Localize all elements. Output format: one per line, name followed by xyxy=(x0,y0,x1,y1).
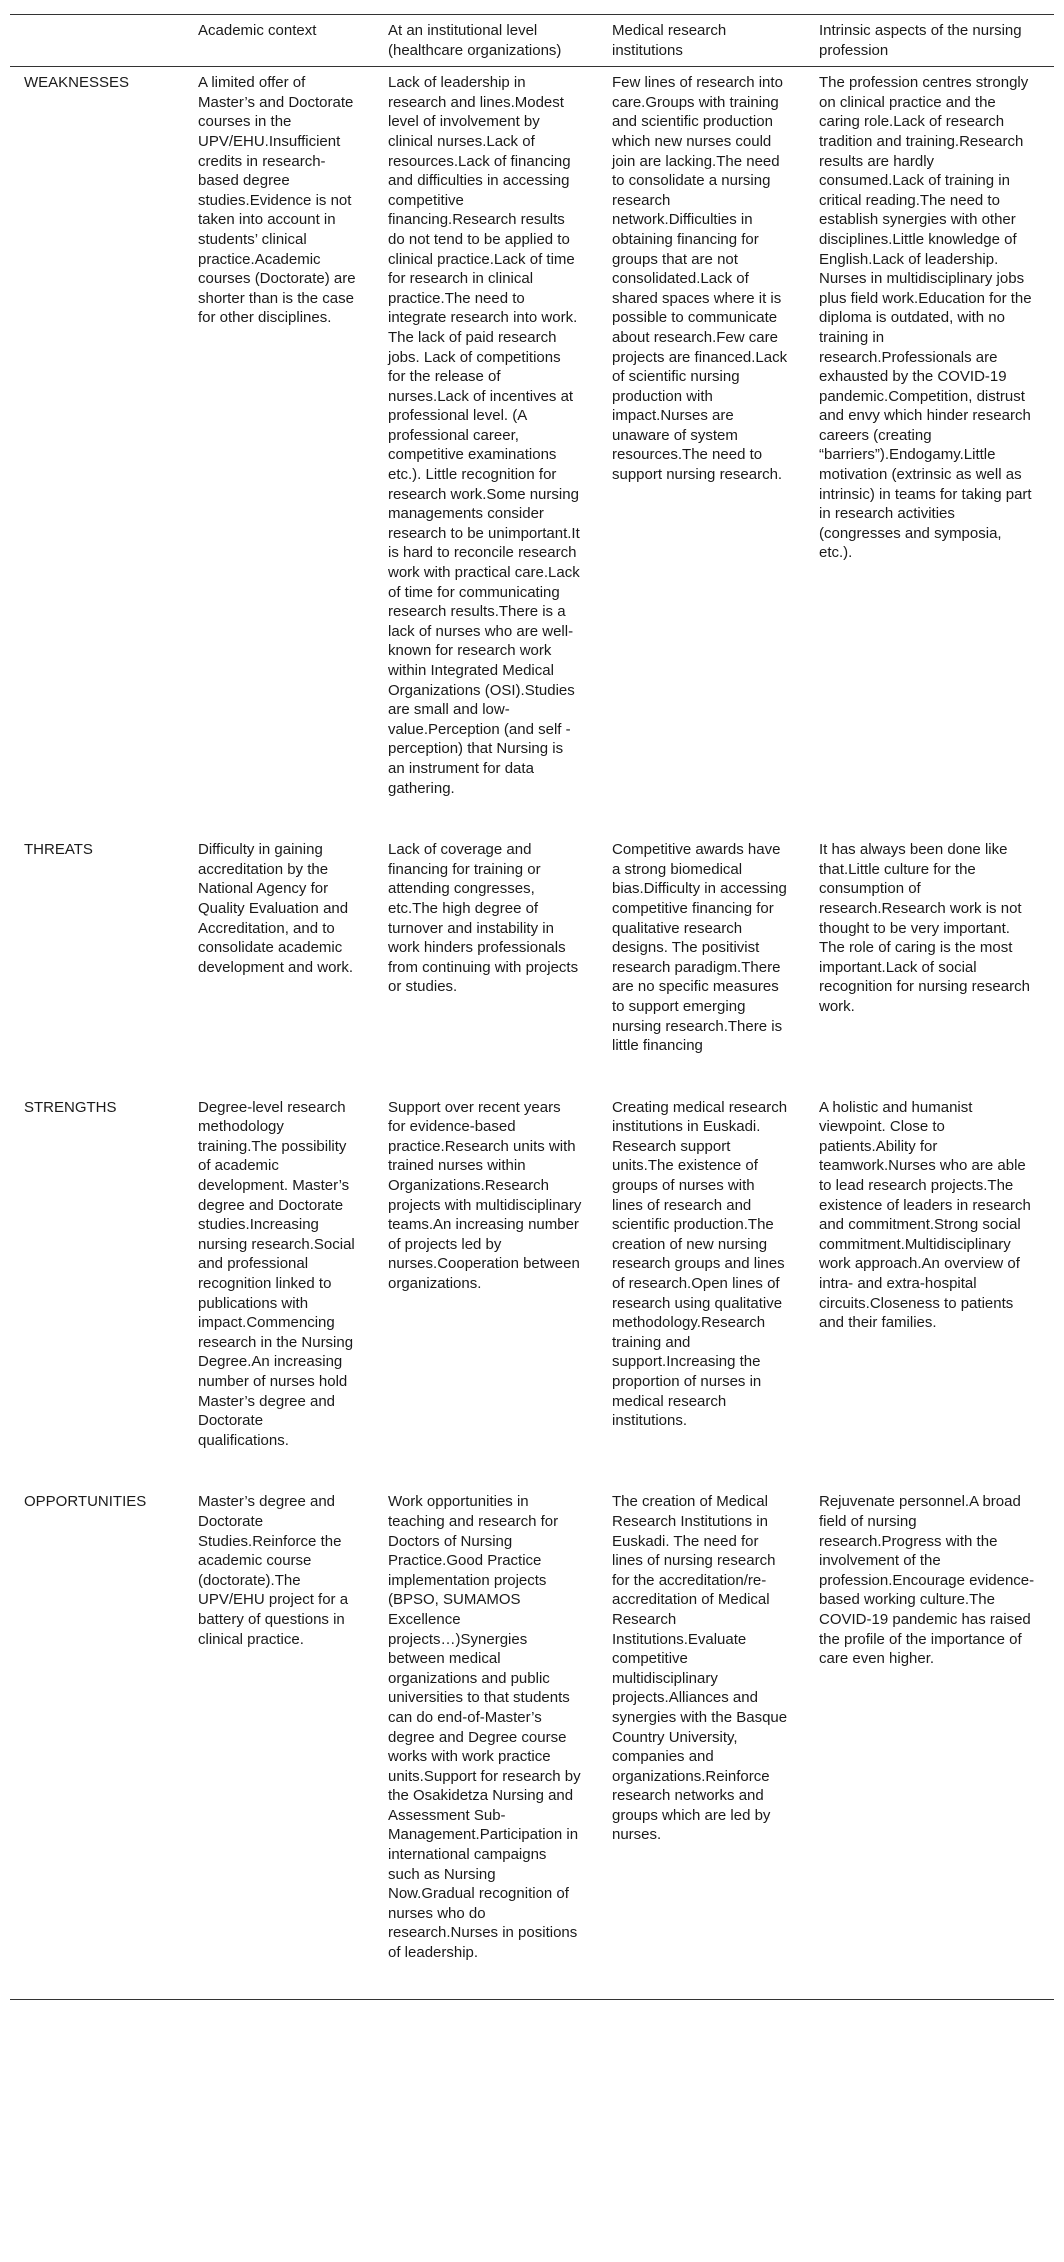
header-corner xyxy=(10,15,184,67)
table-cell: Rejuvenate personnel.A broad field of nursing research.Progress with the involvement of the profession.Encourage evidence-based working culture.The COVID-19 pandemic has raised the profile of the importance of care even higher. xyxy=(819,1493,1035,1668)
table-row-opportunities xyxy=(10,1486,1054,1999)
table-cell: Degree-level research methodology training.The possibility of academic development. Master’s degree and Doctorate studies.Increasing nursing research.Social and professional recognition linked to publications with impact.Commencing research in the Nursing Degree.An increasing number of nurses hold Master’s degree and Doctorate qualifications. xyxy=(198,1098,355,1449)
table-cell: Few lines of research into care.Groups with training and scientific production which new nurses could join are lacking.The need to consolidate a nursing research network.Difficulties in obtaining financing for groups that are not consolidated.Lack of shared spaces where it is possible to communicate about research.Few care projects are financed.Lack of scientific nursing production with impact.Nurses are unaware of system resources.The need to support nursing research. xyxy=(612,74,788,484)
table-cell: Creating medical research institutions in Euskadi. Research support units.The existence of groups of nurses with lines of research and scientific production.The creation of new nursing research groups and lines of research.Open lines of research using qualitative methodology.Research training and support.Increasing the proportion of nurses in medical research institutions. xyxy=(612,1098,788,1430)
row-category: THREATS xyxy=(24,841,93,859)
table-cell: Lack of coverage and financing for training or attending congresses, etc.The high degree of turnover and instability in work hinders professionals from continuing with projects or studies. xyxy=(388,841,579,996)
table-cell: A holistic and humanist viewpoint. Close to patients.Ability for teamwork.Nurses who are able to lead research projects.The existence of leaders in research and commitment.Strong social commitment.Multidisciplinary work approach.An overview of intra- and extra-hospital circuits.Closeness to patients and their families. xyxy=(819,1098,1031,1332)
row-category: STRENGTHS xyxy=(24,1098,117,1116)
table-row-strengths xyxy=(10,1092,1054,1487)
table-row-weaknesses xyxy=(10,67,1054,834)
swot-table xyxy=(10,14,1054,2000)
table-cell: Difficulty in gaining accreditation by the National Agency for Quality Evaluation and Accreditation, and to consolidate academic development and work. xyxy=(198,841,354,976)
row-category: OPPORTUNITIES xyxy=(24,1493,147,1511)
header-row xyxy=(10,15,1054,67)
table-cell: Support over recent years for evidence-based practice.Research units with trained nurses within Organizations.Research projects with multidisciplinary teams.An increasing number of projects led by nurses.Cooperation between organizations. xyxy=(388,1098,582,1293)
header-academic-context: Academic context xyxy=(198,22,317,39)
table-cell: Master’s degree and Doctorate Studies.Reinforce the academic course (doctorate).The UPV/EHU project for a battery of questions in clinical practice. xyxy=(198,1493,349,1648)
row-category: WEAKNESSES xyxy=(24,74,130,92)
table-cell: Lack of leadership in research and lines.Modest level of involvement by clinical nurses.Lack of resources.Lack of financing and difficulties in accessing competitive financing.Research results do not tend to be applied to clinical practice.Lack of time for research in clinical practice.The need to integrate research into work. The lack of paid research jobs. Lack of competitions for the release of nurses.Lack of incentives at professional level. (A professional career, competitive examinations etc.). Little recognition for research work.Some nursing managements consider research to be unimportant.It is hard to reconcile research work with practical care.Lack of time for communicating research results.There is a lack of nurses who are well-known for research work within Integrated Medical Organizations (OSI).Studies are small and low-value.Perception (and self -perception) that Nursing is an instrument for data gathering. xyxy=(388,74,580,797)
header-intrinsic-aspects: Intrinsic aspects of the nursing profession xyxy=(819,22,1022,59)
header-medical-research-institutions: Medical research institutions xyxy=(612,22,727,59)
table-cell: Competitive awards have a strong biomedical bias.Difficulty in accessing competitive financing for qualitative research designs. The positivist research paradigm.There are no specific measures to support emerging nursing research.There is little financing xyxy=(612,841,787,1055)
table-cell: A limited offer of Master’s and Doctorate courses in the UPV/EHU.Insufficient credits in research-based degree studies.Evidence is not taken into account in students’ clinical practice.Academic courses (Doctorate) are shorter than is the case for other disciplines. xyxy=(198,74,356,327)
table-cell: It has always been done like that.Little culture for the consumption of research.Research work is not thought to be very important. The role of caring is the most important.Lack of social recognition for nursing research work. xyxy=(819,841,1030,1015)
table-cell: The profession centres strongly on clinical practice and the caring role.Lack of research tradition and training.Research results are hardly consumed.Lack of training in critical reading.The need to establish synergies with other disciplines.Little knowledge of English.Lack of leadership. Nurses in multidisciplinary jobs plus field work.Education for the diploma is outdated, with no training in research.Professionals are exhausted by the COVID-19 pandemic.Competition, distrust and envy which hinder research careers (creating “barriers”).Endogamy.Little motivation (extrinsic as well as intrinsic) in teams for taking part in research activities (congresses and symposia, etc.). xyxy=(819,74,1032,562)
table-cell: The creation of Medical Research Institutions in Euskadi. The need for lines of nursing research for the accreditation/re-accreditation of Medical Research Institutions.Evaluate competitive multidisciplinary projects.Alliances and synergies with the Basque Country University, companies and organizations.Reinforce research networks and groups which are led by nurses. xyxy=(612,1493,788,1844)
table-cell: Work opportunities in teaching and research for Doctors of Nursing Practice.Good Practice implementation projects (BPSO, SUMAMOS Excellence projects…)Synergies between medical organizations and public universities to that students can do end-of-Master’s degree and Degree course works with work practice units.Support for research by the Osakidetza Nursing and Assessment Sub-Management.Participation in international campaigns such as Nursing Now.Gradual recognition of nurses who do research.Nurses in positions of leadership. xyxy=(388,1493,581,1962)
table-row-threats xyxy=(10,834,1054,1092)
header-institutional-level: At an institutional level (healthcare organizations) xyxy=(388,22,562,59)
